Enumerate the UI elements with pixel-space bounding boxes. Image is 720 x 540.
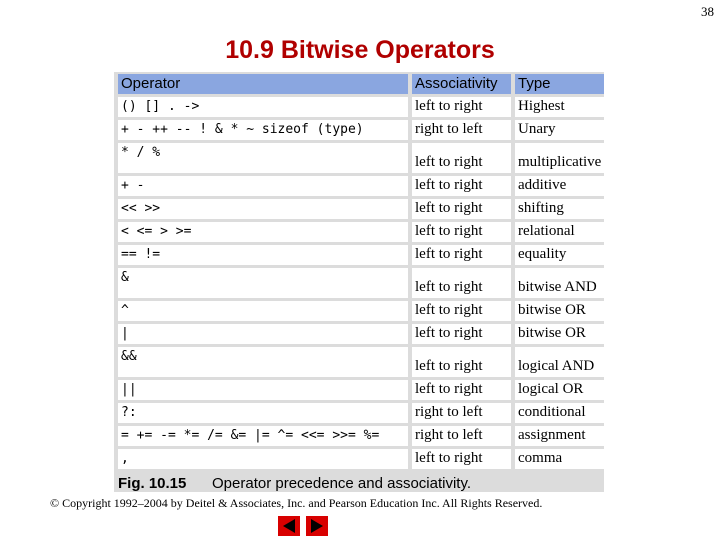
associativity-cell: left to right (412, 143, 511, 173)
operator-cell: = += -= *= /= &= |= ^= <<= >>= %= (118, 426, 408, 446)
type-cell: equality (515, 245, 604, 265)
operator-cell: && (118, 347, 408, 377)
left-triangle-icon (278, 516, 300, 536)
type-cell: relational (515, 222, 604, 242)
table-row (118, 143, 604, 173)
table-row (118, 426, 604, 446)
operator-cell: ^ (118, 301, 408, 321)
operator-cell: * / % (118, 143, 408, 173)
type-cell: comma (515, 449, 604, 469)
operator-cell: & (118, 268, 408, 298)
table-row (118, 403, 604, 423)
associativity-cell: left to right (412, 268, 511, 298)
table-row (118, 347, 604, 377)
type-cell: logical AND (515, 347, 604, 377)
table-row (118, 199, 604, 219)
type-cell: shifting (515, 199, 604, 219)
operator-cell: + - ++ -- ! & * ~ sizeof (type) (118, 120, 408, 140)
table-caption (118, 476, 604, 492)
type-cell: multiplicative (515, 143, 604, 173)
table-row (118, 176, 604, 196)
type-cell: assignment (515, 426, 604, 446)
associativity-cell: left to right (412, 97, 511, 117)
table-row (118, 97, 604, 117)
associativity-cell: left to right (412, 245, 511, 265)
prev-slide-button[interactable] (278, 516, 300, 536)
operator-cell: , (118, 449, 408, 469)
slide-title: 10.9 Bitwise Operators (225, 36, 495, 64)
operator-cell: () [] . -> (118, 97, 408, 117)
operator-cell: || (118, 380, 408, 400)
associativity-cell: left to right (412, 199, 511, 219)
table-row (118, 449, 604, 469)
operator-table (114, 72, 604, 492)
type-cell: conditional (515, 403, 604, 423)
associativity-cell: right to left (412, 120, 511, 140)
operator-cell: == != (118, 245, 408, 265)
next-slide-button[interactable] (306, 516, 328, 536)
operator-cell: < <= > >= (118, 222, 408, 242)
associativity-cell: left to right (412, 347, 511, 377)
caption-text: Operator precedence and associativity. (212, 475, 472, 492)
associativity-cell: left to right (412, 449, 511, 469)
operator-cell: << >> (118, 199, 408, 219)
type-cell: logical OR (515, 380, 604, 400)
associativity-cell: left to right (412, 176, 511, 196)
copyright-notice: © Copyright 1992–2004 by Deitel & Associates, Inc. and Pearson Education Inc. All Rights Reserved. (50, 496, 543, 510)
associativity-cell: left to right (412, 324, 511, 344)
table-row (118, 245, 604, 265)
type-cell: bitwise OR (515, 301, 604, 321)
figure-number: Fig. 10.15 (118, 475, 187, 492)
header-type: Type (515, 74, 604, 94)
type-cell: Highest (515, 97, 604, 117)
table-row (118, 120, 604, 140)
table-row (118, 301, 604, 321)
associativity-cell: left to right (412, 301, 511, 321)
type-cell: Unary (515, 120, 604, 140)
header-operator: Operator (118, 74, 408, 94)
operator-cell: + - (118, 176, 408, 196)
operator-cell: | (118, 324, 408, 344)
type-cell: bitwise AND (515, 268, 604, 298)
associativity-cell: left to right (412, 380, 511, 400)
type-cell: additive (515, 176, 604, 196)
table-header-row (118, 74, 604, 94)
operator-cell: ?: (118, 403, 408, 423)
associativity-cell: right to left (412, 403, 511, 423)
header-associativity: Associativity (412, 74, 511, 94)
table-row (118, 268, 604, 298)
right-triangle-icon (306, 516, 328, 536)
associativity-cell: right to left (412, 426, 511, 446)
table-row (118, 380, 604, 400)
table-row (118, 222, 604, 242)
associativity-cell: left to right (412, 222, 511, 242)
table-row (118, 324, 604, 344)
type-cell: bitwise OR (515, 324, 604, 344)
page-number: 38 (701, 4, 714, 19)
